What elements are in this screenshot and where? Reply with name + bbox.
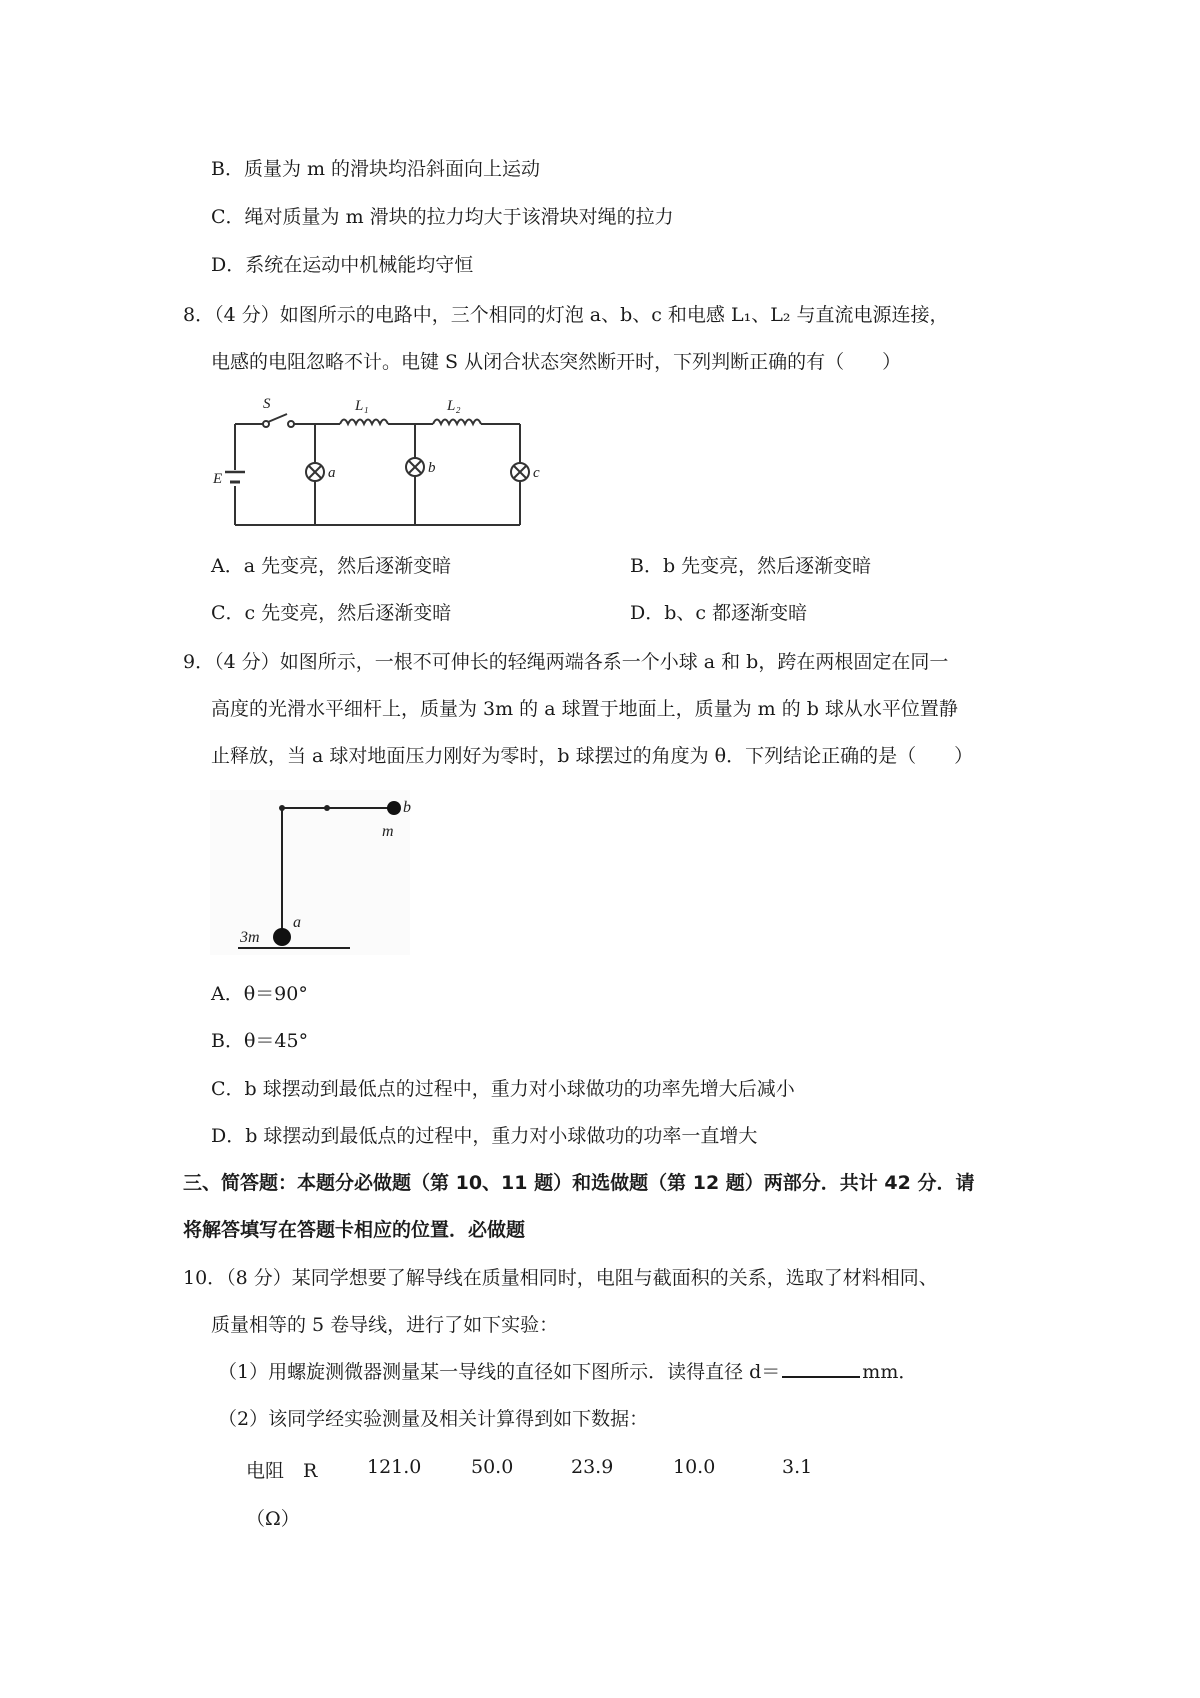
table-cell-5: 3.1 <box>782 1456 813 1478</box>
ball-b-label: b <box>403 799 411 816</box>
inductor1-label: L₁ <box>355 398 369 414</box>
q8-stem-line1: 8．（4 分）如图所示的电路中，三个相同的灯泡 a、b、c 和电感 L₁、L₂ 与直流电源连接， <box>183 304 949 326</box>
section3-heading-line1: 三、简答题：本题分必做题（第 10、11 题）和选做题（第 12 题）两部分．共计 42 分．请 <box>183 1172 975 1194</box>
q9-stem-line3: 止释放，当 a 球对地面压力刚好为零时，b 球摆过的角度为 θ．下列结论正确的是（ ） <box>211 745 974 767</box>
q7-option-d: D．系统在运动中机械能均守恒 <box>211 254 474 276</box>
table-cell-1: 121.0 <box>367 1456 422 1478</box>
q9-option-b: B．θ＝45° <box>211 1030 309 1052</box>
source-label: E <box>213 471 223 487</box>
bulb-c-label: c <box>533 465 540 481</box>
table-row-label: 电阻 R <box>246 1460 318 1482</box>
q10-stem-line2: 质量相等的 5 卷导线，进行了如下实验： <box>211 1314 559 1336</box>
table-cell-4: 10.0 <box>673 1456 716 1478</box>
diameter-answer-blank[interactable] <box>782 1362 860 1378</box>
q7-option-b: B．质量为 m 的滑块均沿斜面向上运动 <box>211 158 541 180</box>
q8-option-a: A．a 先变亮，然后逐渐变暗 <box>211 555 452 577</box>
q9-stem-line2: 高度的光滑水平细杆上，质量为 3m 的 a 球置于地面上，质量为 m 的 b 球从水平位置静 <box>211 698 958 720</box>
table-cell-3: 23.9 <box>571 1456 614 1478</box>
inductor2-label: L₂ <box>447 398 461 414</box>
q9-stem-line1: 9．（4 分）如图所示，一根不可伸长的轻绳两端各系一个小球 a 和 b，跨在两根固定在同一 <box>183 651 949 673</box>
q10-part1-unit: mm． <box>862 1361 918 1383</box>
q10-stem-line1: 10．（8 分）某同学想要了解导线在质量相同时，电阻与截面积的关系，选取了材料相同、 <box>183 1267 938 1289</box>
switch-label: S <box>263 396 271 412</box>
ball-a-label: a <box>293 914 301 931</box>
q9-option-c: C．b 球摆动到最低点的过程中，重力对小球做功的功率先增大后减小 <box>211 1078 795 1100</box>
mass-a-label: 3m <box>240 929 260 946</box>
q8-option-c: C．c 先变亮，然后逐渐变暗 <box>211 602 452 624</box>
table-row-unit: （Ω） <box>246 1508 300 1530</box>
bulb-a-label: a <box>328 465 336 481</box>
mass-b-label: m <box>382 823 394 840</box>
section3-heading-line2: 将解答填写在答题卡相应的位置．必做题 <box>183 1219 526 1241</box>
q8-circuit-diagram <box>205 390 545 550</box>
q10-part2: （2）该同学经实验测量及相关计算得到如下数据： <box>218 1408 649 1430</box>
bulb-b-label: b <box>428 460 436 476</box>
q7-option-c: C．绳对质量为 m 滑块的拉力均大于该滑块对绳的拉力 <box>211 206 674 228</box>
table-cell-2: 50.0 <box>471 1456 514 1478</box>
q8-option-d: D．b、c 都逐渐变暗 <box>630 602 808 624</box>
q8-stem-line2: 电感的电阻忽略不计。电键 S 从闭合状态突然断开时，下列判断正确的有（ ） <box>211 351 902 373</box>
q9-option-a: A．θ＝90° <box>211 983 308 1005</box>
q10-part1 <box>218 1361 917 1384</box>
q10-part1-text: （1）用螺旋测微器测量某一导线的直径如下图所示．读得直径 d＝ <box>218 1361 781 1383</box>
q8-option-b: B．b 先变亮，然后逐渐变暗 <box>630 555 872 577</box>
q9-pendulum-diagram <box>210 790 410 955</box>
q9-option-d: D．b 球摆动到最低点的过程中，重力对小球做功的功率一直增大 <box>211 1125 758 1147</box>
